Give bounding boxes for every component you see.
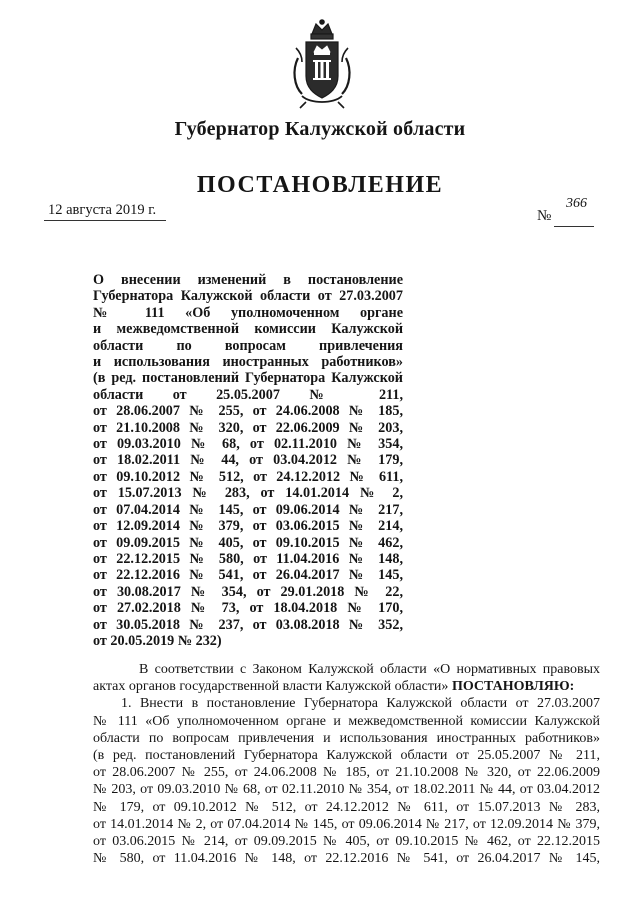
subject-line: от 20.05.2019 № 232) [93,632,222,649]
subject-line: (в ред. постановлений Губернатора Калужской [93,370,403,387]
decree-keyword: ПОСТАНОВЛЯЮ: [451,679,575,695]
paragraph-line: от 14.01.2014 № 2, от 07.04.2014 № 145, от 09.06.2014 № 217, от 12.09.2014 № 379, [93,816,600,832]
subject-line: области по вопросам привлечения [93,337,403,354]
paragraph-line: области по вопросам привлечения и использования иностранных работников» [93,730,600,746]
subject-line: О внесении изменений в постановление [93,272,403,288]
preamble-line: В соответствии с Законом Калужской области «О нормативных правовых [139,662,600,677]
document-number-underline [554,226,594,227]
preamble-text: актах органов государственной власти Калужской области» [93,679,449,695]
paragraph-line: 1. Внести в постановление Губернатора Калужской области от 27.03.2007 [121,696,600,712]
body-text [93,661,600,867]
subject-line: от 12.09.2014 № 379, от 03.06.2015 № 214, [93,518,403,535]
subject-line: от 18.02.2011 № 44, от 03.04.2012 № 179, [93,452,403,469]
subject-line: от 28.06.2007 № 255, от 24.06.2008 № 185, [93,403,403,420]
preamble-line [93,678,600,695]
subject-line: от 15.07.2013 № 283, от 14.01.2014 № 2, [93,485,403,502]
subject-line: № 111 «Об уполномоченном органе [93,304,403,321]
subject-line: и использования иностранных работников» [93,354,403,371]
subject-line: от 22.12.2016 № 541, от 26.04.2017 № 145, [93,567,403,584]
paragraph-line: от 28.06.2007 № 255, от 24.06.2008 № 185, от 21.10.2008 № 320, от 22.06.2009 [93,765,600,781]
paragraph-line: (в ред. постановлений Губернатора Калужской области от 25.05.2007 № 211, [93,748,600,764]
subject-line: от 30.08.2017 № 354, от 29.01.2018 № 22, [93,583,403,600]
subject-line: от 21.10.2008 № 320, от 22.06.2009 № 203, [93,419,403,436]
paragraph-line: № 203, от 09.03.2010 № 68, от 02.11.2010 № 354, от 18.02.2011 № 44, от 03.04.2012 [93,782,600,798]
issuing-authority: Губернатор Калужской области [174,118,466,140]
document-date: 12 августа 2019 г. [44,202,166,221]
document-number-label: № [537,208,552,224]
subject-line: Губернатора Калужской области от 27.03.2007 [93,288,403,305]
subject-line: от 07.04.2014 № 145, от 09.06.2014 № 217, [93,501,403,518]
subject-line: от 30.05.2018 № 237, от 03.08.2018 № 352, [93,616,403,633]
subject-block [93,272,403,649]
paragraph-line: № 111 «Об уполномоченном органе и межведомственной комиссии Калужской [93,713,600,729]
subject-line: области от 25.05.2007 № 211, [93,386,403,403]
subject-line: от 22.12.2015 № 580, от 11.04.2016 № 148, [93,550,403,567]
paragraph-line: № 179, от 09.10.2012 № 512, от 24.12.2012 № 611, от 15.07.2013 № 283, [93,799,600,815]
document-number: 366 [566,196,587,211]
document-type-title: ПОСТАНОВЛЕНИЕ [196,172,444,198]
subject-line: от 09.03.2010 № 68, от 02.11.2010 № 354, [93,436,403,453]
paragraph-line: № 580, от 11.04.2016 № 148, от 22.12.2016 № 541, от 26.04.2017 № 145, [93,851,600,867]
subject-line: от 09.10.2012 № 512, от 24.12.2012 № 611, [93,468,403,485]
subject-line: от 09.09.2015 № 405, от 09.10.2015 № 462, [93,534,403,551]
subject-line: от 27.02.2018 № 73, от 18.04.2018 № 170, [93,600,403,617]
subject-line: и межведомственной комиссии Калужской [93,321,403,338]
paragraph-line: от 03.06.2015 № 214, от 09.09.2015 № 405, от 09.10.2015 № 462, от 22.12.2015 [93,834,600,850]
coat-of-arms-emblem [290,18,354,112]
